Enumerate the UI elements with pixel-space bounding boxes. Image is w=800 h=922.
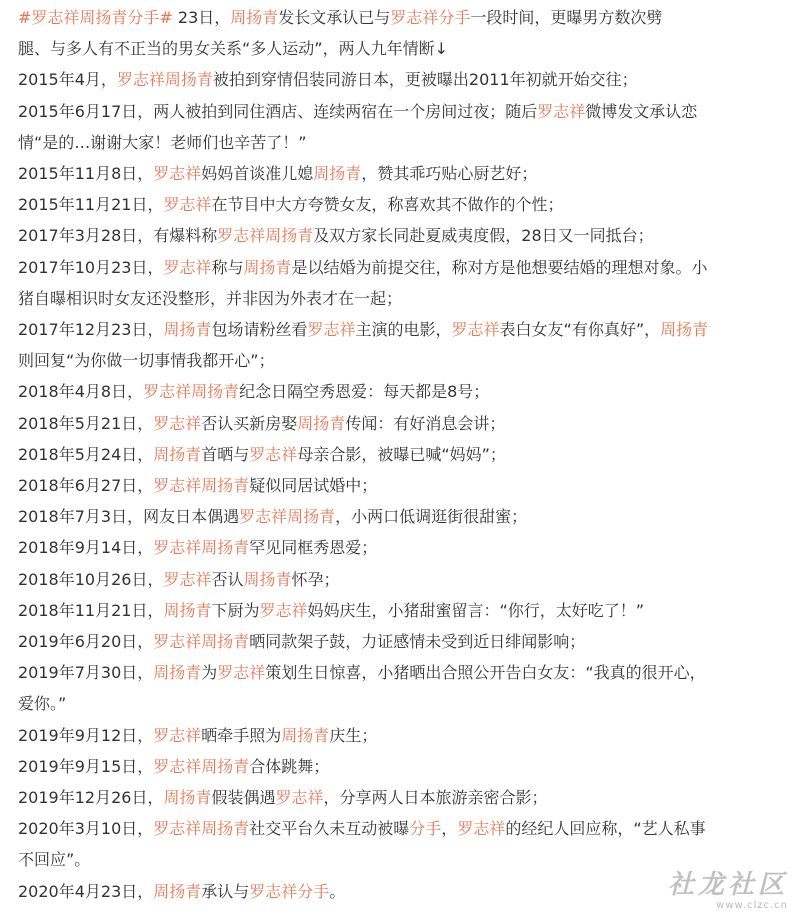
keyword-link[interactable]: 周扬青 [243, 569, 292, 589]
keyword-link[interactable]: 周扬青 [297, 413, 346, 433]
keyword-link[interactable]: 周扬青 [163, 788, 212, 807]
keyword-link[interactable]: 周扬青 [153, 663, 202, 683]
body-text: 妈妈庆生，小猪甜蜜留言：“你行，太好吃了！” [307, 600, 645, 620]
body-text: 2018年5月21日， [18, 413, 154, 433]
text-line [18, 502, 788, 532]
keyword-link[interactable]: 周扬青 [153, 444, 202, 464]
body-text: 首晒与 [201, 444, 250, 464]
body-text: 2018年5月24日， [18, 444, 154, 464]
body-text: ，分享两人日本旅游亲密合影； [323, 788, 548, 807]
body-text: 2015年11月21日， [18, 195, 164, 215]
text-line [18, 565, 788, 595]
keyword-link[interactable]: 罗志祥分手 [390, 8, 471, 27]
body-text: 策划生日惊喜，小猪晒出合照公开告白女友：“我真的很开心， [265, 663, 706, 683]
keyword-link[interactable]: 罗志祥 [275, 788, 324, 807]
watermark-url: www.clzc.cn [716, 900, 788, 911]
text-line [18, 346, 788, 376]
body-text: 罕见同框秀恩爱； [249, 538, 378, 558]
text-line [18, 315, 788, 345]
text-line [18, 221, 788, 251]
body-text: ，小两口低调逛街很甜蜜； [335, 507, 528, 527]
body-text: 2020年4月23日， [18, 881, 154, 901]
keyword-link[interactable]: 周扬青 [230, 8, 279, 27]
body-text: 2018年10月26日， [18, 569, 164, 589]
body-text: 情“是的…谢谢大家！老师们也辛苦了！” [18, 132, 307, 152]
text-line [18, 721, 788, 751]
keyword-link[interactable]: 罗志祥 [163, 569, 212, 589]
body-text: 合体跳舞； [249, 756, 330, 776]
keyword-link[interactable]: 罗志祥 [259, 600, 308, 620]
keyword-link[interactable]: 罗志祥 [163, 257, 212, 277]
keyword-link[interactable]: 周扬青 [660, 320, 709, 339]
body-text: 传闻：有好消息会讲； [345, 413, 506, 433]
body-text: 承认与 [201, 881, 250, 901]
body-text: 2015年11月8日， [18, 164, 154, 183]
body-text: 社交平台久未互动被曝 [249, 819, 410, 839]
body-text: 微博发文承认恋 [585, 101, 698, 121]
body-text: 2017年3月28日，有爆料称 [18, 226, 218, 246]
keyword-link[interactable]: 罗志祥 [307, 320, 356, 339]
text-line [18, 377, 788, 407]
keyword-link[interactable]: 分手 [409, 819, 442, 839]
text-line [18, 409, 788, 439]
keyword-link[interactable]: 罗志祥周扬青 [153, 538, 250, 558]
hashtag-link[interactable]: #罗志祥周扬青分手# [18, 8, 173, 27]
keyword-link[interactable]: 罗志祥周扬青 [153, 476, 250, 495]
body-text: 23日， [172, 8, 231, 27]
body-text: 庆生； [329, 725, 378, 745]
body-text: 2018年6月27日， [18, 476, 154, 495]
keyword-link[interactable]: 周扬青 [313, 164, 362, 183]
keyword-link[interactable]: 周扬青 [243, 257, 292, 277]
body-text: 的经纪人回应称，“艺人私事 [505, 819, 706, 839]
keyword-link[interactable]: 罗志祥周扬青 [153, 756, 250, 776]
body-text: 晒牵手照为 [201, 725, 282, 745]
body-text: 2019年9月15日， [18, 756, 154, 776]
text-line [18, 752, 788, 782]
body-text: 晒同款架子鼓，力证感情未受到近日绯闻影响； [249, 632, 586, 651]
text-line [18, 128, 788, 158]
body-text: 纪念日隔空秀恩爱：每天都是8号； [239, 382, 490, 402]
text-line [18, 284, 788, 314]
body-text: 。 [329, 881, 346, 901]
text-line [18, 65, 788, 95]
body-text: 及双方家长同赴夏威夷度假，28日又一同抵台； [313, 226, 654, 246]
keyword-link[interactable]: 周扬青 [163, 320, 212, 339]
keyword-link[interactable]: 罗志祥分手 [249, 881, 330, 901]
body-text: 为 [201, 663, 218, 683]
text-line [18, 627, 788, 657]
text-line [18, 97, 788, 127]
body-text: 称与 [211, 257, 244, 277]
body-text: 否认 [211, 569, 244, 589]
body-text: 2015年6月17日，两人被拍到同住酒店、连续两宿在一个房间过夜；随后 [18, 101, 538, 121]
text-line [18, 440, 788, 470]
body-text: 2018年9月14日， [18, 538, 154, 558]
body-text: 怀孕； [291, 569, 340, 589]
body-text: 2019年12月26日， [18, 788, 164, 807]
body-text: 爱你。” [18, 694, 67, 714]
body-text: 假装偶遇 [211, 788, 276, 807]
body-text: 在节目中大方夸赞女友，称喜欢其不做作的个性； [211, 195, 564, 215]
text-line [18, 159, 788, 189]
text-line [18, 34, 788, 64]
keyword-link[interactable]: 周扬青 [153, 881, 202, 901]
body-text: 腿、与多人有不正当的男女关系“多人运动”，两人九年情断↓ [18, 39, 448, 59]
body-text: 下厨为 [211, 600, 260, 620]
body-text: 被拍到穿情侣装同游日本，更被曝出2011年初就开始交往； [212, 70, 638, 90]
body-text: ， [441, 819, 458, 839]
body-text: 2017年10月23日， [18, 257, 164, 277]
body-text: 2019年6月20日， [18, 632, 154, 651]
keyword-link[interactable]: 罗志祥周扬青 [153, 819, 250, 839]
keyword-link[interactable]: 罗志祥 [217, 663, 266, 683]
body-text: 否认买新房娶 [201, 413, 298, 433]
text-line [18, 814, 788, 844]
keyword-link[interactable]: 罗志祥 [451, 320, 500, 339]
body-text: 妈妈首谈准儿媳 [201, 164, 314, 183]
body-text: 则回复“为你做一切事情我都开心”； [18, 351, 275, 371]
keyword-link[interactable]: 罗志祥 [537, 101, 586, 121]
text-line [18, 533, 788, 563]
keyword-link[interactable]: 罗志祥周扬青 [239, 507, 336, 527]
text-line [18, 190, 788, 220]
body-text: 一段时间，更曝男方数次劈 [470, 8, 663, 27]
keyword-link[interactable]: 罗志祥周扬青 [143, 382, 240, 402]
body-text: 发长文承认已与 [278, 8, 391, 27]
body-text: 2018年4月8日， [18, 382, 144, 402]
body-text: 2015年4月， [18, 70, 117, 90]
keyword-link[interactable]: 罗志祥 [153, 725, 202, 745]
keyword-link[interactable]: 周扬青 [163, 600, 212, 620]
watermark-title: 社龙社区 [667, 870, 788, 900]
body-text: 2018年7月3日，网友日本偶遇 [18, 507, 240, 527]
body-text: 是以结婚为前提交往，称对方是他想要结婚的理想对象。小 [291, 257, 708, 277]
keyword-link[interactable]: 罗志祥 [153, 164, 202, 183]
body-text: 2018年11月21日， [18, 600, 164, 620]
keyword-link[interactable]: 罗志祥 [249, 444, 298, 464]
text-line [18, 596, 788, 626]
text-line [18, 3, 788, 33]
body-text: 疑似同居试婚中； [249, 476, 378, 495]
body-text: ，赞其乖巧贴心厨艺好； [361, 164, 538, 183]
keyword-link[interactable]: 罗志祥周扬青 [116, 70, 213, 90]
body-text: 2020年3月10日， [18, 819, 154, 839]
body-text: 2019年9月12日， [18, 725, 154, 745]
keyword-link[interactable]: 罗志祥周扬青 [153, 632, 250, 651]
text-line [18, 253, 788, 283]
text-line [18, 658, 788, 688]
keyword-link[interactable]: 罗志祥 [457, 819, 506, 839]
text-line [18, 689, 788, 719]
body-text: 母亲合影，被曝已喊“妈妈”； [297, 444, 506, 464]
body-text: 不回应”。 [18, 850, 91, 870]
keyword-link[interactable]: 罗志祥周扬青 [217, 226, 314, 246]
body-text: 表白女友“有你真好”， [499, 320, 661, 339]
body-text: 2017年12月23日， [18, 320, 164, 339]
keyword-link[interactable]: 罗志祥 [163, 195, 212, 215]
text-line [18, 783, 788, 813]
keyword-link[interactable]: 周扬青 [281, 725, 330, 745]
body-text: 包场请粉丝看 [211, 320, 308, 339]
site-watermark [658, 870, 788, 914]
body-text: 主演的电影， [355, 320, 452, 339]
body-text: 2019年7月30日， [18, 663, 154, 683]
text-line [18, 471, 788, 501]
keyword-link[interactable]: 罗志祥 [153, 413, 202, 433]
body-text: 猪自曝相识时女友还没整形，并非因为外表才在一起； [18, 288, 403, 308]
